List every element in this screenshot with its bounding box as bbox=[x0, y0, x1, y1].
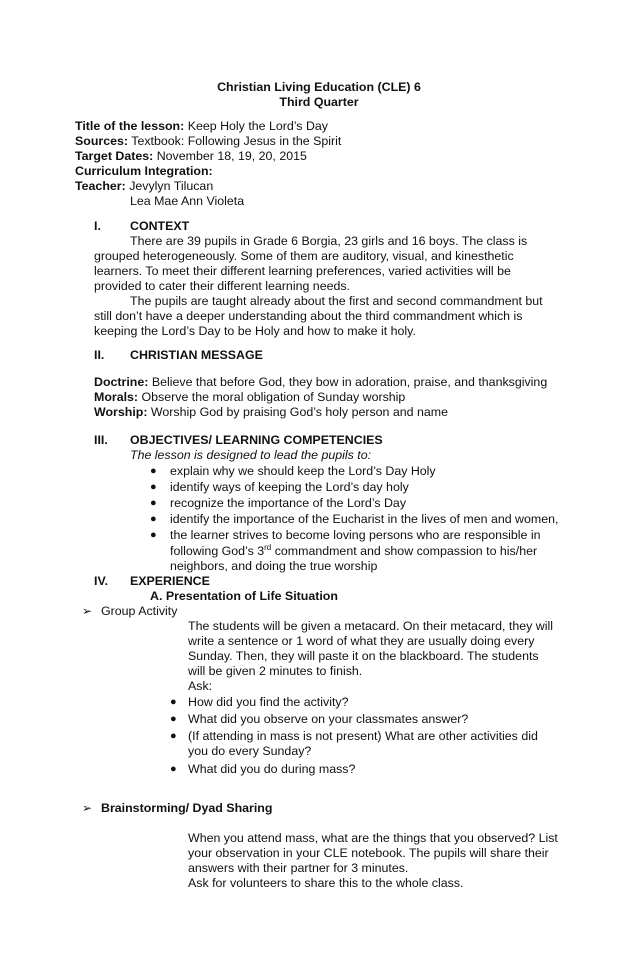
document-subtitle: Third Quarter bbox=[279, 95, 359, 109]
teacher-line bbox=[75, 179, 213, 194]
section-heading-experience: EXPERIENCE bbox=[130, 574, 210, 588]
morals-value: Observe the moral obligation of Sunday worship bbox=[141, 390, 406, 404]
document-title: Christian Living Education (CLE) 6 bbox=[217, 80, 421, 94]
objective-text: commandment and show compassion to his/her bbox=[271, 544, 538, 558]
brainstorming-line: When you attend mass, what are the things that you observed? List bbox=[188, 831, 558, 845]
doctrine-value: Believe that before God, they bow in adoration, praise, and thanksgiving bbox=[151, 375, 548, 389]
brainstorming-line: your observation in your CLE notebook. The pupils will share their bbox=[188, 846, 549, 860]
section-number-3: III. bbox=[94, 433, 108, 447]
bullet-icon: ● bbox=[150, 529, 157, 541]
brainstorming-line: Ask for volunteers to share this to the whole class. bbox=[188, 876, 464, 890]
lesson-title-label: Title of the lesson: bbox=[75, 119, 185, 133]
target-dates-label: Target Dates: bbox=[75, 149, 154, 163]
bullet-icon: ● bbox=[150, 513, 157, 525]
bullet-icon: ● bbox=[150, 497, 157, 509]
teacher-label: Teacher: bbox=[75, 179, 126, 193]
brainstorming-title: Brainstorming/ Dyad Sharing bbox=[101, 801, 273, 815]
section-number-4: IV. bbox=[94, 574, 109, 588]
morals-line bbox=[94, 390, 405, 405]
target-dates-value: November 18, 19, 20, 2015 bbox=[156, 149, 307, 163]
question-item-continued: you do every Sunday? bbox=[188, 744, 312, 758]
group-activity-line: will be given 2 minutes to finish. bbox=[188, 664, 363, 678]
context-paragraph-line: grouped heterogeneously. Some of them are auditory, visual, and kinesthetic bbox=[94, 249, 514, 263]
bullet-icon: ● bbox=[150, 481, 157, 493]
question-item: What did you observe on your classmates answer? bbox=[188, 712, 469, 726]
lesson-title-value: Keep Holy the Lord’s Day bbox=[187, 119, 328, 133]
question-item: (If attending in mass is not present) What are other activities did bbox=[188, 729, 538, 743]
bullet-icon: ● bbox=[170, 763, 177, 775]
lesson-title-line bbox=[75, 119, 328, 134]
question-item: What did you do during mass? bbox=[188, 762, 356, 776]
section-number-2: II. bbox=[94, 348, 105, 362]
objective-item: recognize the importance of the Lord’s Day bbox=[170, 496, 407, 510]
context-paragraph-line: provided to cater their different learning needs. bbox=[94, 279, 351, 293]
curriculum-integration-label: Curriculum Integration: bbox=[75, 164, 213, 178]
ask-label: Ask: bbox=[188, 679, 213, 693]
objective-item: identify the importance of the Eucharist in the lives of men and women, bbox=[170, 512, 559, 526]
context-paragraph-line: learners. To meet their different learning preferences, varied activities will be bbox=[94, 264, 511, 278]
bullet-icon: ● bbox=[170, 696, 177, 708]
objective-text: following God’s 3 bbox=[170, 544, 265, 558]
section-number-1: I. bbox=[94, 219, 101, 233]
arrow-bullet-icon: ➢ bbox=[82, 801, 93, 815]
context-paragraph-line: keeping the Lord’s Day to be Holy and how to make it holy. bbox=[94, 324, 416, 338]
section-heading-context: CONTEXT bbox=[130, 219, 190, 233]
subsection-heading: A. Presentation of Life Situation bbox=[150, 589, 338, 603]
sources-value: Textbook: Following Jesus in the Spirit bbox=[131, 134, 342, 148]
target-dates-line bbox=[75, 149, 307, 164]
bullet-icon: ● bbox=[170, 713, 177, 725]
section-heading-objectives: OBJECTIVES/ LEARNING COMPETENCIES bbox=[130, 433, 383, 447]
worship-value: Worship God by praising God’s holy person and name bbox=[150, 405, 449, 419]
context-paragraph-line: still don’t have a deeper understanding about the third commandment which is bbox=[94, 309, 523, 323]
sources-line bbox=[75, 134, 341, 149]
question-item: How did you find the activity? bbox=[188, 695, 349, 709]
teacher-name-2: Lea Mae Ann Violeta bbox=[130, 194, 245, 208]
group-activity-line: The students will be given a metacard. On their metacard, they will bbox=[188, 619, 554, 633]
objective-item: the learner strives to become loving persons who are responsible in bbox=[170, 528, 541, 542]
objectives-intro: The lesson is designed to lead the pupils to: bbox=[130, 448, 372, 462]
bullet-icon: ● bbox=[170, 730, 177, 742]
objective-item: explain why we should keep the Lord’s Day Holy bbox=[170, 464, 436, 478]
group-activity-line: Sunday. Then, they will paste it on the blackboard. The students bbox=[188, 649, 539, 663]
sources-label: Sources: bbox=[75, 134, 129, 148]
teacher-name-1: Jevylyn Tilucan bbox=[129, 179, 214, 193]
context-paragraph-line: The pupils are taught already about the first and second commandment but bbox=[130, 294, 543, 308]
context-paragraph-line: There are 39 pupils in Grade 6 Borgia, 23 girls and 16 boys. The class is bbox=[130, 234, 528, 248]
doctrine-label: Doctrine: bbox=[94, 375, 149, 389]
arrow-bullet-icon: ➢ bbox=[82, 604, 93, 618]
doctrine-line bbox=[94, 375, 547, 390]
group-activity-line: write a sentence or 1 word of what they are usually doing every bbox=[188, 634, 535, 648]
group-activity-title: Group Activity bbox=[101, 604, 178, 618]
section-heading-message: CHRISTIAN MESSAGE bbox=[130, 348, 263, 362]
brainstorming-line: answers with their partner for 3 minutes. bbox=[188, 861, 409, 875]
worship-line bbox=[94, 405, 448, 420]
worship-label: Worship: bbox=[94, 405, 148, 419]
objective-item-continued bbox=[170, 544, 537, 559]
objective-item-continued: neighbors, and doing the true worship bbox=[170, 559, 378, 573]
morals-label: Morals: bbox=[94, 390, 139, 404]
ordinal-suffix: rd bbox=[264, 542, 272, 552]
objective-item: identify ways of keeping the Lord’s day holy bbox=[170, 480, 409, 494]
bullet-icon: ● bbox=[150, 465, 157, 477]
